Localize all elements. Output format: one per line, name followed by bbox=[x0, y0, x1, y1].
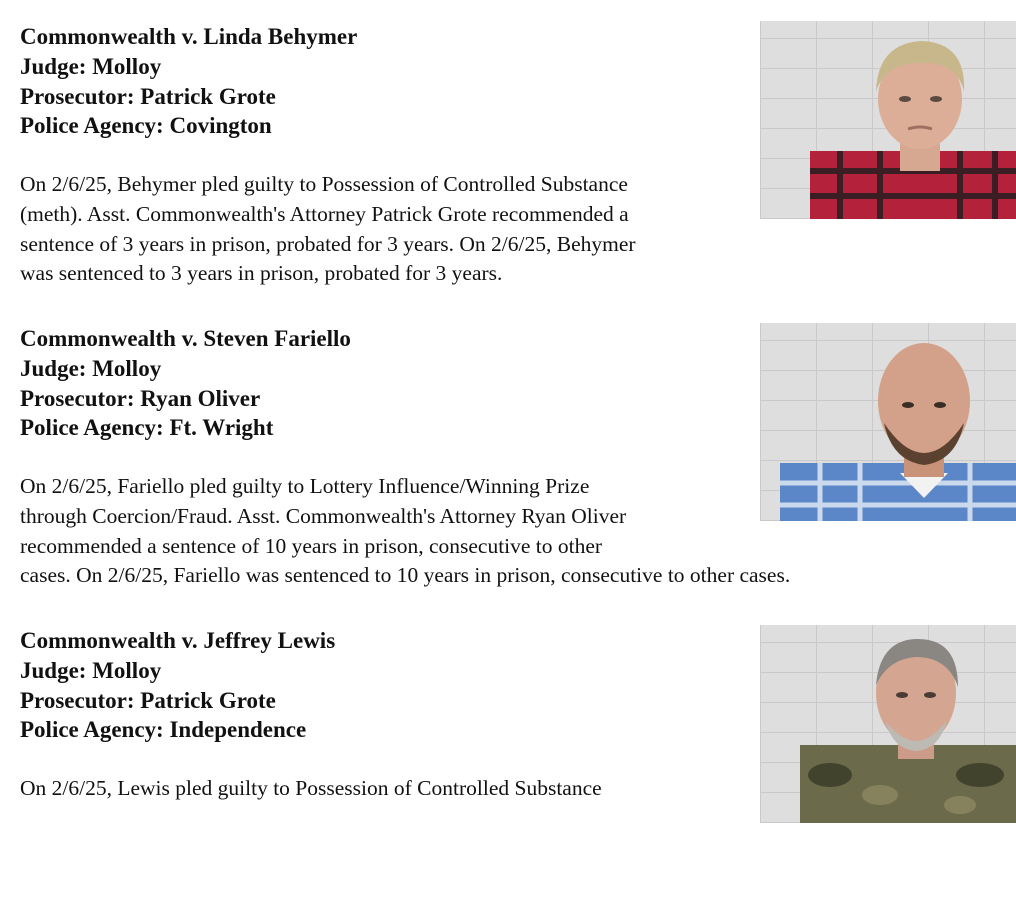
case-entry-fariello bbox=[0, 302, 1016, 604]
summary-line: On 2/6/25, Behymer pled guilty to Possession of Controlled Substance bbox=[20, 172, 628, 196]
case-judge: Judge: Molloy bbox=[20, 657, 162, 683]
case-title: Commonwealth v. Steven Fariello bbox=[20, 326, 351, 351]
case-header bbox=[20, 324, 740, 443]
summary-line: sentence of 3 years in prison, probated for 3 years. On 2/6/25, Behymer bbox=[20, 231, 636, 256]
case-summary bbox=[20, 774, 602, 804]
summary-line: recommended a sentence of 10 years in prison, consecutive to other bbox=[20, 533, 603, 558]
summary-line: (meth). Asst. Commonwealth's Attorney Patrick Grote recommended a bbox=[20, 201, 629, 226]
case-entry-behymer bbox=[0, 0, 1016, 302]
mugshot-photo bbox=[760, 323, 1016, 521]
case-prosecutor: Prosecutor: Patrick Grote bbox=[20, 687, 276, 713]
case-prosecutor: Prosecutor: Patrick Grote bbox=[20, 83, 276, 109]
case-judge: Judge: Molloy bbox=[20, 53, 162, 79]
case-title: Commonwealth v. Jeffrey Lewis bbox=[20, 628, 336, 653]
case-summary bbox=[20, 472, 790, 591]
case-summary bbox=[20, 170, 636, 289]
case-title: Commonwealth v. Linda Behymer bbox=[20, 24, 358, 49]
case-judge: Judge: Molloy bbox=[20, 355, 162, 381]
summary-line: was sentenced to 3 years in prison, probated for 3 years. bbox=[20, 261, 503, 286]
case-entry-lewis bbox=[0, 604, 1016, 906]
case-police-agency: Police Agency: Covington bbox=[20, 113, 272, 139]
summary-line: On 2/6/25, Fariello pled guilty to Lottery Influence/Winning Prize bbox=[20, 474, 590, 498]
case-police-agency: Police Agency: Ft. Wright bbox=[20, 415, 274, 441]
case-prosecutor: Prosecutor: Ryan Oliver bbox=[20, 385, 261, 411]
case-header bbox=[20, 626, 740, 745]
mugshot-photo bbox=[760, 625, 1016, 823]
summary-line: On 2/6/25, Lewis pled guilty to Possession of Controlled Substance bbox=[20, 776, 602, 800]
mugshot-photo bbox=[760, 21, 1016, 219]
summary-line: through Coercion/Fraud. Asst. Commonwealth's Attorney Ryan Oliver bbox=[20, 503, 627, 528]
summary-line: cases. On 2/6/25, Fariello was sentenced to 10 years in prison, consecutive to other cases. bbox=[20, 563, 791, 588]
case-header bbox=[20, 22, 740, 141]
case-police-agency: Police Agency: Independence bbox=[20, 717, 307, 743]
